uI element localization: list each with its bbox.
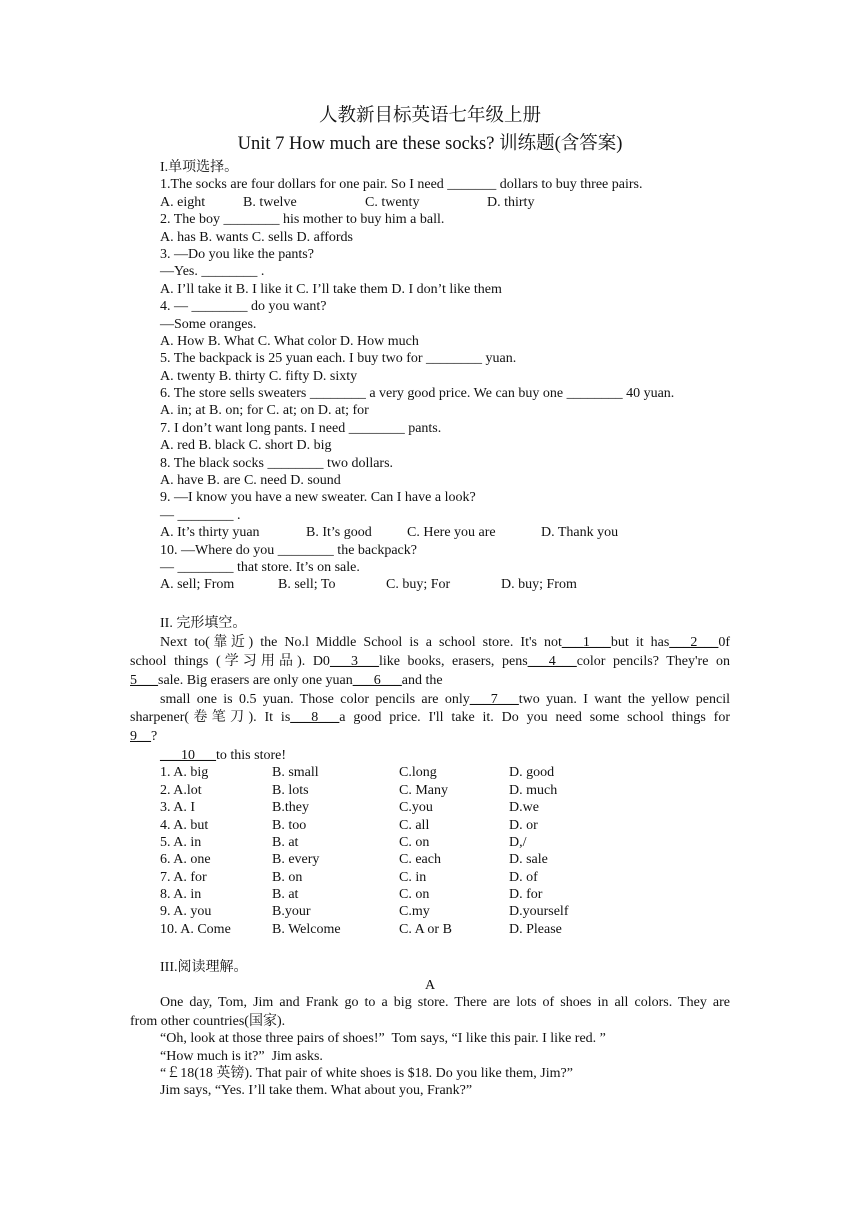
option: D. for: [509, 887, 543, 903]
question-line: 4. — ________ do you want?: [160, 299, 327, 315]
option: B. too: [272, 817, 307, 833]
question-line: A. How B. What C. What color D. How much: [160, 333, 419, 349]
dialogue-line: “Oh, look at those three pairs of shoes!” Tom says, “I like this pair. I like red. ”: [160, 1031, 606, 1047]
option: B. sell; To: [278, 577, 336, 593]
option: D. thirty: [487, 194, 535, 210]
option: B. at: [272, 887, 299, 903]
blank: ___8___: [290, 710, 340, 726]
option: 4. A. but: [160, 817, 209, 833]
cloze-option-row: [130, 834, 730, 851]
passage-line: ___10___to this store!: [160, 747, 286, 763]
question-options: [130, 194, 730, 211]
cloze-option-row: [130, 817, 730, 834]
blank: ___4___: [527, 653, 577, 669]
cloze-option-row: [130, 921, 730, 938]
option: C. all: [399, 817, 430, 833]
dialogue-line: Jim says, “Yes. I’ll take them. What about you, Frank?”: [160, 1083, 473, 1099]
option: 9. A. you: [160, 904, 212, 920]
question-line: 7. I don’t want long pants. I need ________ pants.: [160, 420, 442, 436]
option: C. on: [399, 834, 430, 850]
option: D. Please: [509, 921, 562, 937]
option: B. small: [272, 765, 319, 781]
question-line: — ________ that store. It’s on sale.: [160, 559, 360, 575]
option: B. twelve: [243, 194, 297, 210]
option: D. or: [509, 817, 538, 833]
cloze-option-row: [130, 764, 730, 781]
blank: ___7___: [469, 691, 519, 707]
option: 1. A. big: [160, 765, 209, 781]
option: 5. A. in: [160, 834, 202, 850]
question-line: A. red B. black C. short D. big: [160, 438, 332, 454]
question-line: —Yes. ________ .: [160, 264, 265, 280]
section-heading: I.单项选择。: [160, 160, 239, 175]
question-line: — ________ .: [160, 507, 241, 523]
option: D.we: [509, 800, 539, 816]
question-line: —Some oranges.: [160, 316, 257, 332]
option: C.long: [399, 765, 437, 781]
option: B.your: [272, 904, 311, 920]
cloze-option-row: [130, 869, 730, 886]
option: B.they: [272, 800, 309, 816]
option: A. It’s thirty yuan: [160, 525, 260, 541]
cloze-options: [130, 764, 730, 938]
question-line: 2. The boy ________ his mother to buy him a ball.: [160, 212, 445, 228]
option: C. in: [399, 869, 427, 885]
question-line: 10. —Where do you ________ the backpack?: [160, 542, 417, 558]
question-line: A. have B. are C. need D. sound: [160, 473, 341, 489]
option: D. buy; From: [501, 577, 577, 593]
cloze-option-row: [130, 782, 730, 799]
blank: ___3___: [329, 653, 379, 669]
cloze-option-row: [130, 799, 730, 816]
option: 7. A. for: [160, 869, 207, 885]
option: B. It’s good: [306, 525, 372, 541]
blank: 9__: [130, 729, 151, 745]
question-line: A. I’ll take it B. I like it C. I’ll take them D. I don’t like them: [160, 281, 502, 297]
passage-line: school things (学习用品). D0___3___like books, erasers, pens___4___color pencils? They're on: [130, 653, 731, 669]
option: C. twenty: [365, 194, 420, 210]
option: C. Here you are: [407, 525, 496, 541]
option: 10. A. Come: [160, 921, 231, 937]
blank: 5___: [130, 672, 158, 688]
question-line: A. in; at B. on; for C. at; on D. at; for: [160, 403, 369, 419]
option: D,/: [509, 834, 527, 850]
passage-line: Next to(靠近) the No.l Middle School is a school store. It's not___1___but it has___2___0f: [160, 635, 730, 651]
option: C. each: [399, 852, 441, 868]
question-line: A. twenty B. thirty C. fifty D. sixty: [160, 368, 358, 384]
option: B. on: [272, 869, 303, 885]
cloze-option-row: [130, 851, 730, 868]
question-line: 3. —Do you like the pants?: [160, 246, 314, 262]
question-line: 5. The backpack is 25 yuan each. I buy two for ________ yuan.: [160, 351, 517, 367]
option: B. Welcome: [272, 921, 341, 937]
dialogue-line: “How much is it?” Jim asks.: [160, 1048, 323, 1064]
passage-line: 9__?: [130, 729, 158, 745]
option: B. at: [272, 834, 299, 850]
option: C. A or B: [399, 921, 452, 937]
option: 8. A. in: [160, 887, 202, 903]
question-line: A. has B. wants C. sells D. affords: [160, 229, 354, 245]
passage-line: small one is 0.5 yuan. Those color pencils are only___7___two yuan. I want the yellow pencil: [160, 691, 730, 707]
blank: ___6___: [352, 672, 402, 688]
question-line: 1.The socks are four dollars for one pair. So I need _______ dollars to buy three pairs.: [160, 177, 643, 193]
option: A. sell; From: [160, 577, 235, 593]
question-line: 6. The store sells sweaters ________ a very good price. We can buy one ________ 40 yuan.: [160, 386, 675, 402]
option: 2. A.lot: [160, 782, 202, 798]
question-options: [130, 524, 730, 541]
option: 3. A. I: [160, 800, 195, 816]
passage-line: 5___sale. Big erasers are only one yuan___6___and the: [130, 672, 443, 688]
option: C. Many: [399, 782, 448, 798]
option: D. good: [509, 765, 555, 781]
passage-line: One day, Tom, Jim and Frank go to a big store. There are lots of shoes in all colors. They are: [160, 995, 730, 1011]
question-options: [130, 576, 730, 593]
question-line: 8. The black socks ________ two dollars.: [160, 455, 394, 471]
question-line: 9. —I know you have a new sweater. Can I have a look?: [160, 490, 476, 506]
document-body: [130, 159, 730, 1100]
option: 6. A. one: [160, 852, 211, 868]
blank: ___10___: [160, 747, 216, 763]
option: C.you: [399, 800, 433, 816]
option: C. on: [399, 887, 430, 903]
document-title: 人教新目标英语七年级上册: [318, 106, 541, 126]
blank: ___1___: [561, 635, 611, 651]
option: B. lots: [272, 782, 309, 798]
option: A. eight: [160, 194, 206, 210]
blank: ___2___: [669, 635, 719, 651]
cloze-option-row: [130, 903, 730, 920]
dialogue-line: “￡18(18 英镑). That pair of white shoes is $18. Do you like them, Jim?”: [160, 1065, 573, 1081]
section-heading: II. 完形填空。: [160, 615, 247, 631]
option: D. Thank you: [541, 525, 619, 541]
option: D. of: [509, 869, 538, 885]
option: C.my: [399, 904, 430, 920]
passage-line: sharpener(卷笔刀). It is___8___a good price. I'll take it. Do you need some school things for: [130, 710, 730, 726]
option: D. sale: [509, 852, 548, 868]
option: C. buy; For: [386, 577, 451, 593]
passage-line: from other countries(国家).: [130, 1013, 286, 1029]
option: B. every: [272, 852, 320, 868]
option: D. much: [509, 782, 558, 798]
section-heading: III.阅读理解。: [160, 960, 248, 976]
document-subtitle: Unit 7 How much are these socks? 训练题(含答案): [237, 134, 623, 154]
option: D.yourself: [509, 904, 569, 920]
part-label: A: [424, 977, 436, 993]
cloze-option-row: [130, 886, 730, 903]
